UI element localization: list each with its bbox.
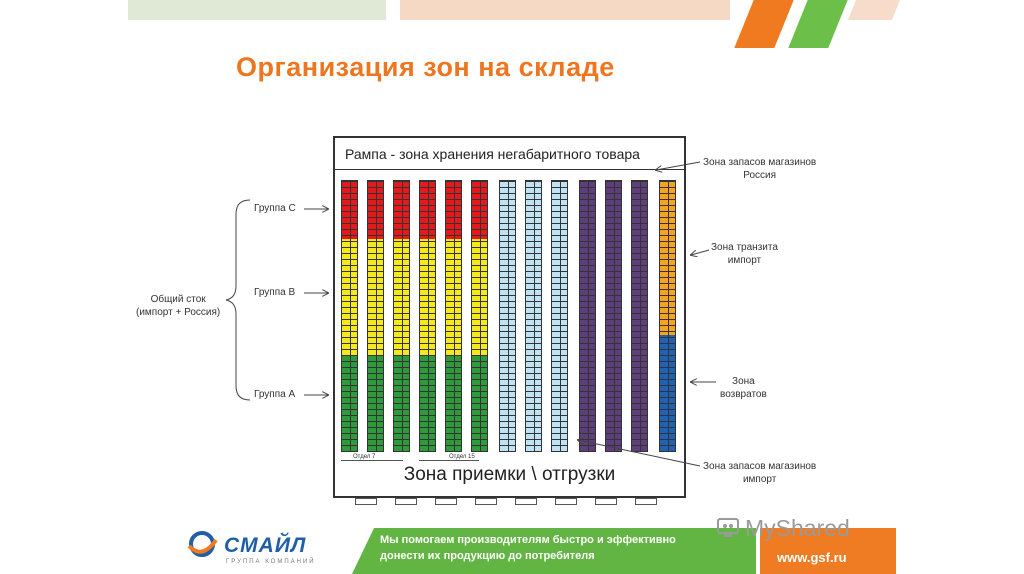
storage-rack	[471, 180, 488, 452]
loading-dock	[635, 498, 657, 505]
loading-dock	[475, 498, 497, 505]
otdel-left-label: Отдел 7	[353, 454, 376, 460]
loading-dock	[555, 498, 577, 505]
storage-rack	[445, 180, 462, 452]
storage-rack	[393, 180, 410, 452]
loading-dock	[515, 498, 537, 505]
smile-logo-icon	[186, 530, 218, 558]
green-stripe	[788, 0, 847, 48]
storage-rack	[341, 180, 358, 452]
footer-slogan: Мы помогаем производителям быстро и эффективно донести их продукцию до потребителя	[380, 534, 676, 562]
light-stripe	[848, 0, 900, 20]
common-stock-label: Общий сток (импорт + Россия)	[136, 294, 221, 318]
loading-dock	[435, 498, 457, 505]
storage-rack	[499, 180, 516, 452]
top-banner-peach	[400, 0, 730, 20]
storage-rack	[419, 180, 436, 452]
reception-shipping-zone-label: Зона приемки \ отгрузки	[403, 464, 616, 485]
storage-rack	[551, 180, 568, 452]
loading-dock	[355, 498, 377, 505]
group-b-label: Группа B	[254, 287, 296, 298]
storage-rack	[579, 180, 596, 452]
orange-stripe	[734, 0, 793, 48]
group-c-label: Группа C	[254, 203, 296, 214]
storage-rack	[659, 180, 676, 452]
brand-name: СМАЙЛ	[224, 534, 307, 557]
ramp-zone-label: Рампа - зона хранения негабаритного товара	[335, 138, 684, 170]
stores-import-zone-label: Зона запасов магазинов импорт	[703, 461, 817, 485]
otdel-right-bracket	[419, 460, 479, 461]
storage-rack	[367, 180, 384, 452]
stores-russia-zone-label: Зона запасов магазинов Россия	[703, 157, 817, 181]
loading-dock	[595, 498, 617, 505]
storage-rack	[605, 180, 622, 452]
transit-import-zone-label: Зона транзита импорт	[711, 242, 778, 266]
brand-subtitle: ГРУППА КОМПАНИЙ	[226, 559, 316, 565]
otdel-left-bracket	[341, 460, 403, 461]
storage-rack	[525, 180, 542, 452]
storage-rack	[631, 180, 648, 452]
top-banner-green	[128, 0, 386, 20]
otdel-right-label: Отдел 15	[449, 454, 475, 460]
loading-dock	[395, 498, 417, 505]
watermark-text: MyShared	[745, 515, 850, 541]
group-a-label: Группа A	[254, 389, 296, 400]
warehouse-plan	[333, 136, 686, 498]
website-link[interactable]: www.gsf.ru	[777, 550, 847, 565]
slide-title: Организация зон на складе	[236, 52, 615, 82]
returns-zone-label: Зона возвратов	[720, 376, 767, 400]
watermark-icon	[716, 517, 742, 539]
